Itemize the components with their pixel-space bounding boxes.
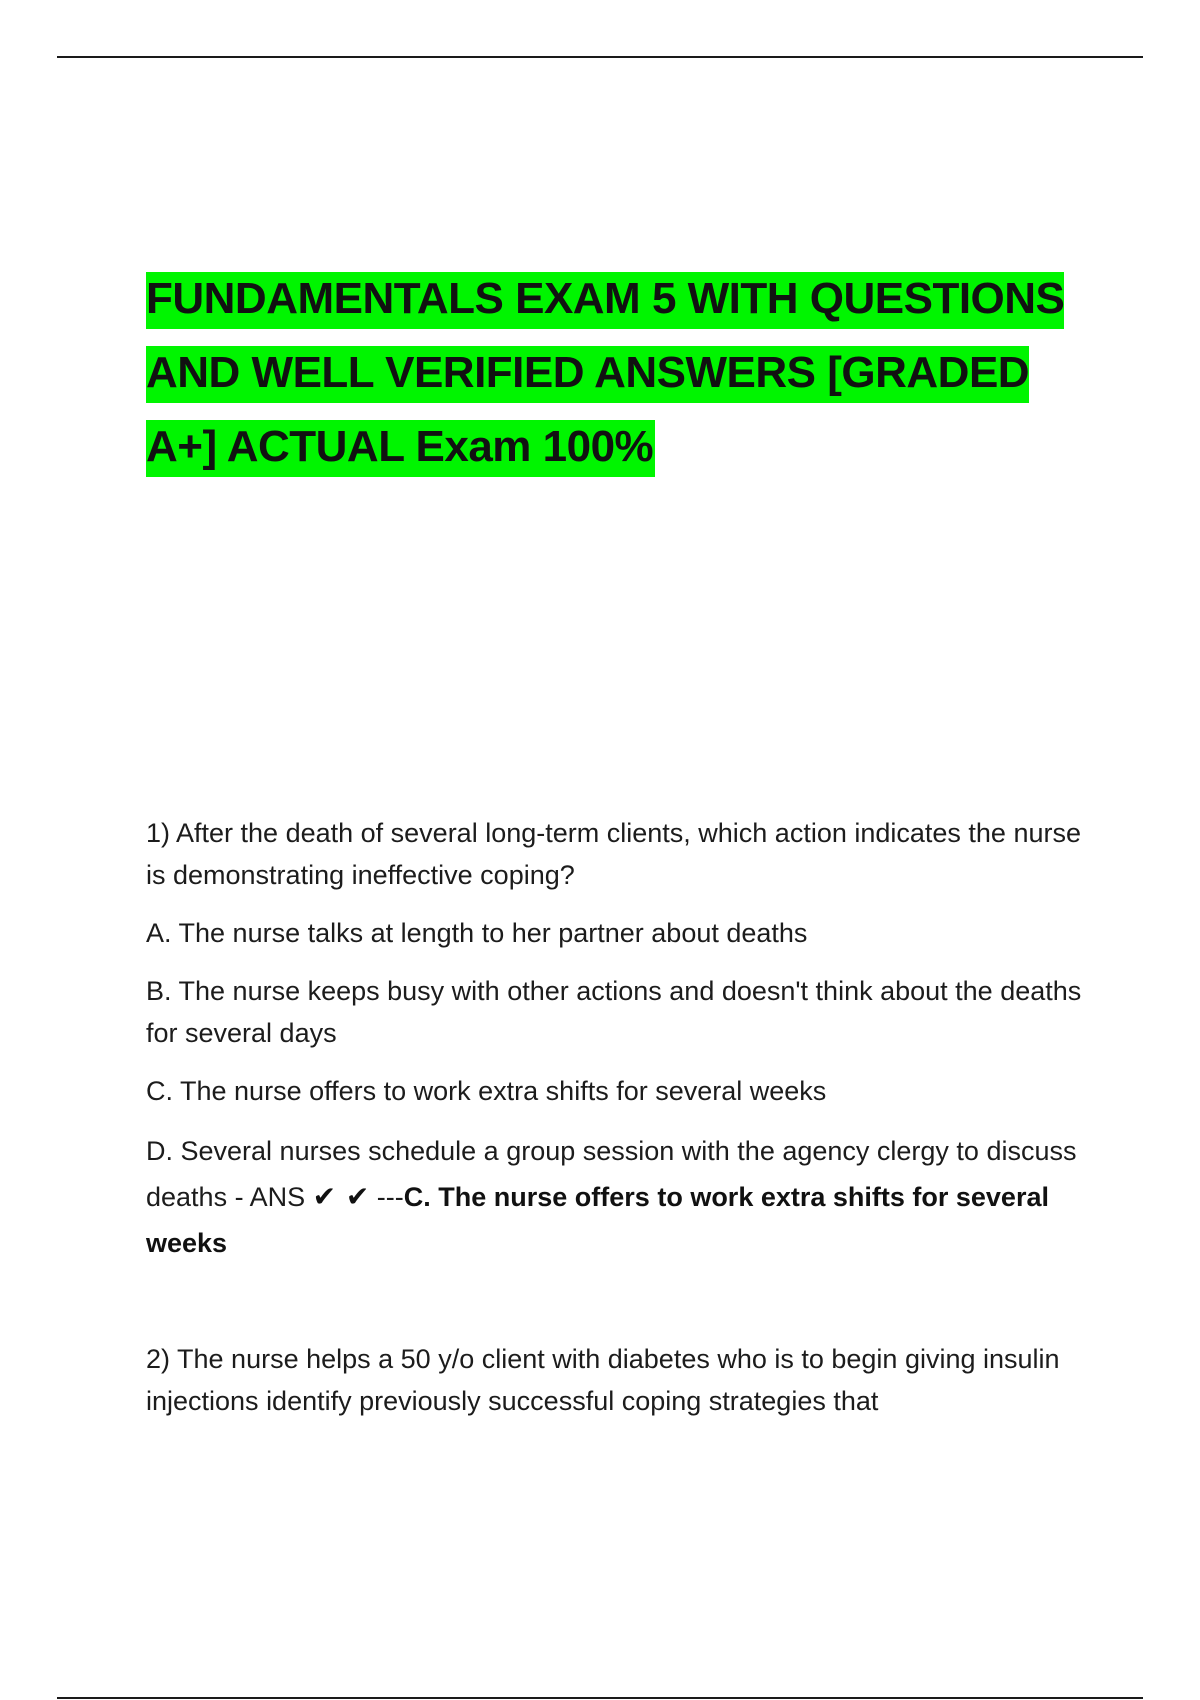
question-2-stem: 2) The nurse helps a 50 y/o client with diabetes who is to begin giving insulin injections identify previously successful coping strategies that	[146, 1344, 1060, 1416]
question-1-option-d-text: D. Several nurses schedule a group session with the agency clergy to discuss deaths - ANS	[146, 1136, 1077, 1212]
question-1-option-b: B. The nurse keeps busy with other actions and doesn't think about the deaths for several days	[146, 976, 1082, 1048]
document-title	[146, 262, 1106, 484]
question-1-answer: C. The nurse offers to work extra shifts for several weeks	[146, 1182, 1049, 1258]
question-1-option-a: A. The nurse talks at length to her partner about deaths	[146, 918, 808, 948]
question-list	[146, 812, 1086, 1422]
question-1-option-c: C. The nurse offers to work extra shifts for several weeks	[146, 1076, 827, 1106]
question-1-stem: 1) After the death of several long-term clients, which action indicates the nurse is demonstrating ineffective coping?	[146, 818, 1081, 890]
question-1-option-d	[146, 1128, 1086, 1266]
bottom-rule	[57, 1697, 1143, 1699]
checkmark-icon: ✔ ✔	[312, 1180, 370, 1213]
top-rule	[57, 56, 1143, 58]
title-highlight: FUNDAMENTALS EXAM 5 WITH QUESTIONS AND WELL VERIFIED ANSWERS [GRADED A+] ACTUAL Exam 100%	[146, 272, 1064, 477]
answer-prefix: ---	[376, 1182, 404, 1212]
